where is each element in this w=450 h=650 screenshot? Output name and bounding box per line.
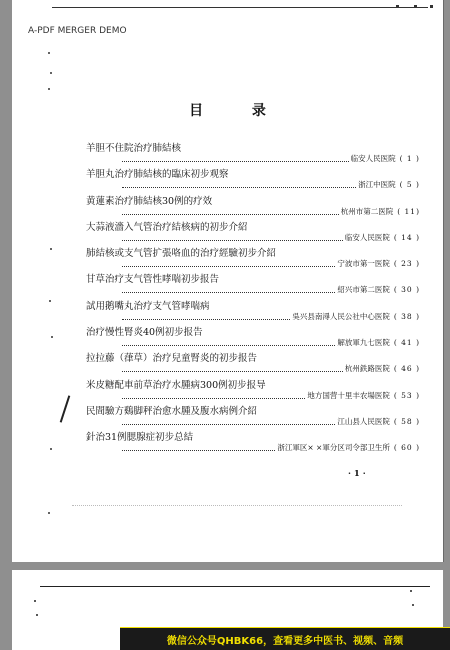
toc-entry (86, 271, 420, 297)
toc-title: 目 录 (189, 103, 288, 119)
toc-entry-title: 大蒜液濇入气管治疗結核病的初步介紹 (86, 221, 248, 233)
speck (410, 590, 412, 592)
toc-entry-page: ( 11) (397, 206, 420, 216)
toc-entry-title: 民間驗方鷄脚秤治愈水腫及腹水病例介紹 (86, 405, 258, 417)
toc-entry-title: 肺結核或支气管扩張咯血的治疗經驗初步介紹 (86, 248, 277, 260)
speck (50, 248, 52, 250)
toc-entry (86, 324, 420, 350)
speck (414, 5, 417, 8)
page-gap (0, 562, 450, 570)
toc-entry-page: ( 38 ) (393, 311, 420, 321)
scan-artifact-line (72, 504, 402, 506)
page-top-rule (40, 586, 430, 587)
toc-entry (86, 350, 420, 376)
speck (34, 600, 36, 602)
toc-entry (86, 429, 420, 455)
speck (51, 336, 53, 338)
speck (50, 448, 52, 450)
toc-entry-source: 紹兴市第二医院 (337, 285, 390, 295)
toc-entry-source: 吳兴县南潯人民公社中心医院 (292, 311, 390, 321)
toc-entry-title: 試用鹅嘴丸治疗支气管哮喘病 (86, 300, 210, 312)
toc-entry-source: 地方国营十里丰农場医院 (307, 390, 390, 400)
page-top-rule (52, 7, 428, 8)
speck (396, 5, 399, 8)
speck (48, 52, 50, 54)
toc-entry (86, 377, 420, 403)
toc-entry (86, 219, 420, 245)
toc-entry-source: 浙江中医院 (358, 180, 396, 190)
toc-entry-page: ( 41 ) (393, 338, 420, 348)
toc-entry-title: 治疗慢性腎炎40例初步报告 (86, 327, 203, 339)
toc-entry-title: 黄蓮素治疗肺結核30例的疗效 (86, 195, 213, 207)
toc-entry-page: ( 14 ) (393, 232, 420, 242)
toc-entry-source: 杭州鉄路医院 (344, 364, 390, 374)
toc-entry-source: 江山县人民医院 (337, 416, 390, 426)
toc-entry-title: 針治31例腮腺症初步总結 (86, 432, 194, 444)
document-page (12, 0, 444, 562)
toc-entry-source: 杭州市第二医院 (340, 206, 394, 216)
toc-entry-source: 宁波市第一医院 (337, 259, 390, 269)
speck (48, 88, 50, 90)
toc-entry-title: 甘草治疗支气管性哮喘初步报告 (86, 274, 220, 286)
toc-entry-source: 临安人民医院 (344, 232, 390, 242)
watermark-text: A-PDF MERGER DEMO (28, 26, 127, 36)
toc-entry-page: ( 30 ) (393, 285, 420, 295)
toc-entry-title: 米皮糖配車前草治疗水腫病300例初步报导 (86, 379, 266, 391)
speck (36, 614, 38, 616)
pen-mark (60, 395, 71, 422)
toc-entry-page: ( 60 ) (393, 443, 420, 453)
toc-entry-page: ( 23 ) (393, 259, 420, 269)
toc-entry (86, 193, 420, 219)
toc-entry-title: 羊胆丸治疗肺結核的臨床初步观察 (86, 169, 229, 181)
page-number: · 1 · (348, 469, 366, 479)
speck (49, 300, 51, 302)
toc-entry-page: ( 5 ) (399, 180, 420, 190)
speck (50, 72, 52, 74)
speck (48, 512, 50, 514)
toc-entry (86, 403, 420, 429)
toc-entry-page: ( 53 ) (393, 390, 420, 400)
toc-entry (86, 298, 420, 324)
toc-list (86, 140, 420, 456)
toc-entry-title: 羊胆不住院治疗肺結核 (86, 143, 182, 154)
toc-entry-page: ( 58 ) (393, 416, 420, 426)
toc-entry (86, 245, 420, 271)
toc-entry (86, 166, 420, 192)
toc-entry-title: 拉拉藤（葎草）治疗兒童腎炎的初步报告 (86, 353, 258, 365)
toc-entry-page: ( 46 ) (393, 364, 420, 374)
toc-entry-source: 临安人民医院 (350, 154, 396, 163)
toc-entry-source: 解放軍九七医院 (337, 338, 390, 348)
toc-entry-source: 浙江軍区× ×軍分区司令部卫生所 (277, 443, 390, 453)
speck (430, 5, 433, 8)
promo-banner[interactable]: 微信公众号QHBK66，查看更多中医书、视频、音频 (120, 627, 450, 650)
toc-entry (86, 140, 420, 166)
toc-entry-page: ( 1 ) (399, 154, 420, 163)
speck (412, 604, 414, 606)
